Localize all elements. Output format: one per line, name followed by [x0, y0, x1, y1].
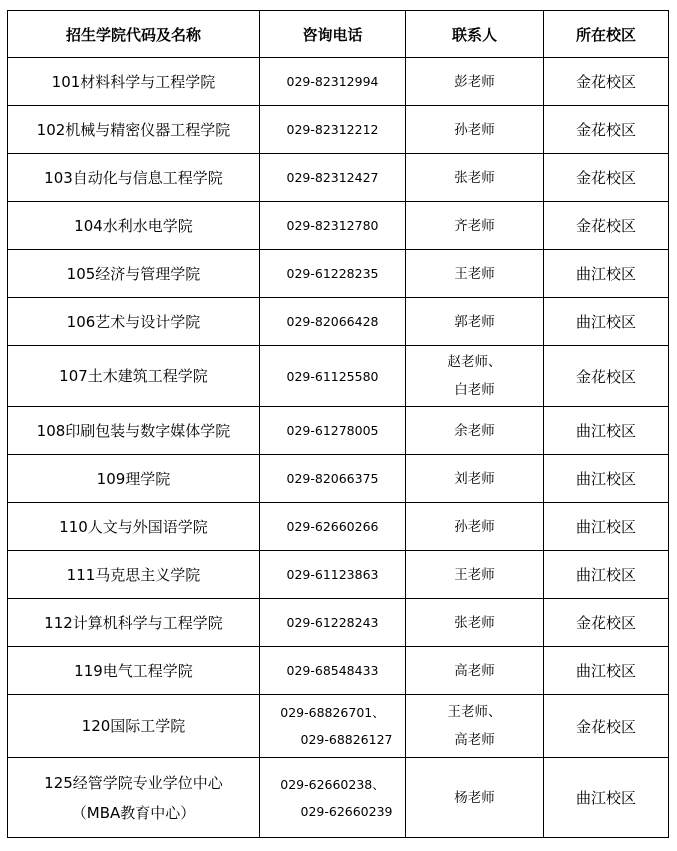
campus-cell: 金花校区 — [544, 58, 669, 106]
table-body — [8, 58, 669, 838]
phone-cell — [260, 407, 406, 455]
table-row — [8, 346, 669, 407]
phone-cell — [260, 250, 406, 298]
phone-cell-text: 029-61228243 — [286, 615, 379, 630]
campus-cell: 金花校区 — [544, 154, 669, 202]
phone-cell-text: 029-82312994 — [286, 74, 379, 89]
campus-cell: 金花校区 — [544, 695, 669, 758]
college-cell-text: 110人文与外国语学院 — [59, 517, 208, 536]
contact-cell-text: 郭老师 — [454, 313, 495, 330]
college-cell-text: 112计算机科学与工程学院 — [44, 613, 223, 632]
phone-cell-text: 029-61228235 — [286, 266, 379, 281]
contact-cell — [406, 551, 544, 599]
contact-cell-text: 刘老师 — [454, 470, 495, 487]
college-cell-text: 119电气工程学院 — [74, 661, 193, 680]
college-cell-text: 125经管学院专业学位中心 — [44, 773, 223, 792]
phone-cell-text: 029-62660238、 — [280, 776, 385, 792]
table-row — [8, 298, 669, 346]
contact-cell-text: 彭老师 — [454, 73, 495, 90]
campus-cell: 曲江校区 — [544, 455, 669, 503]
phone-cell — [260, 695, 406, 758]
table-row — [8, 503, 669, 551]
phone-cell-text: 029-61278005 — [286, 423, 379, 438]
table-row — [8, 202, 669, 250]
contact-cell — [406, 503, 544, 551]
college-cell-text: 106艺术与设计学院 — [66, 312, 201, 331]
college-cell — [8, 695, 260, 758]
college-cell-text: 105经济与管理学院 — [66, 264, 201, 283]
contact-cell — [406, 106, 544, 154]
contact-cell — [406, 154, 544, 202]
phone-cell-text: 029-61123863 — [286, 567, 379, 582]
admissions-contact-table — [7, 10, 669, 838]
contact-cell-text: 王老师 — [454, 265, 495, 282]
contact-cell-text: 高老师 — [454, 732, 495, 748]
contact-cell — [406, 647, 544, 695]
college-cell-text: 104水利水电学院 — [74, 216, 193, 235]
table-row — [8, 551, 669, 599]
phone-cell — [260, 298, 406, 346]
header-contact: 联系人 — [406, 11, 544, 58]
table-row — [8, 58, 669, 106]
contact-cell — [406, 599, 544, 647]
phone-cell — [260, 647, 406, 695]
phone-cell-text: 029-82066428 — [286, 314, 379, 329]
campus-cell: 曲江校区 — [544, 758, 669, 838]
table-header-row — [8, 11, 669, 58]
college-cell — [8, 202, 260, 250]
college-cell — [8, 551, 260, 599]
contact-cell — [406, 346, 544, 407]
phone-cell-text: 029-62660266 — [286, 519, 379, 534]
contact-cell — [406, 250, 544, 298]
phone-cell-text: 029-68826701、 — [280, 705, 385, 720]
phone-cell — [260, 346, 406, 407]
college-cell — [8, 250, 260, 298]
phone-cell — [260, 154, 406, 202]
college-cell — [8, 58, 260, 106]
header-college: 招生学院代码及名称 — [8, 11, 260, 58]
college-cell-text: 108印刷包装与数字媒体学院 — [36, 421, 231, 440]
campus-cell: 曲江校区 — [544, 503, 669, 551]
table-row — [8, 455, 669, 503]
contact-cell — [406, 455, 544, 503]
college-cell-text: 103自动化与信息工程学院 — [44, 168, 223, 187]
phone-cell-text: 029-82312427 — [286, 170, 379, 185]
contact-cell-text: 孙老师 — [454, 518, 495, 535]
contact-cell-text: 孙老师 — [454, 121, 495, 138]
table-row — [8, 154, 669, 202]
contact-cell — [406, 695, 544, 758]
college-cell — [8, 407, 260, 455]
contact-cell-text: 张老师 — [454, 614, 495, 631]
college-cell — [8, 503, 260, 551]
college-cell — [8, 298, 260, 346]
phone-cell — [260, 455, 406, 503]
contact-cell — [406, 298, 544, 346]
contact-cell-text: 王老师、 — [447, 704, 502, 720]
phone-cell — [260, 599, 406, 647]
college-cell-text: 109理学院 — [96, 469, 171, 488]
campus-cell: 金花校区 — [544, 106, 669, 154]
table-row — [8, 407, 669, 455]
campus-cell: 曲江校区 — [544, 647, 669, 695]
college-cell-text: （MBA教育中心） — [71, 803, 196, 822]
phone-cell — [260, 758, 406, 838]
contact-cell-text: 齐老师 — [454, 217, 495, 234]
college-cell-text: 120国际工学院 — [81, 717, 186, 735]
table-row — [8, 250, 669, 298]
contact-cell — [406, 58, 544, 106]
phone-cell-text: 029-61125580 — [286, 368, 379, 384]
phone-cell — [260, 202, 406, 250]
phone-cell-text: 029-82312780 — [286, 218, 379, 233]
phone-cell — [260, 58, 406, 106]
table-row — [8, 695, 669, 758]
phone-cell — [260, 551, 406, 599]
contact-cell-text: 赵老师、 — [447, 354, 502, 370]
contact-cell — [406, 758, 544, 838]
phone-cell-text: 029-82066375 — [286, 471, 379, 486]
contact-cell-text: 余老师 — [454, 422, 495, 439]
phone-cell-text: 029-68548433 — [286, 663, 379, 678]
college-cell-text: 102机械与精密仪器工程学院 — [36, 120, 231, 139]
campus-cell: 曲江校区 — [544, 298, 669, 346]
table-row — [8, 106, 669, 154]
phone-cell-text: 029-82312212 — [286, 122, 379, 137]
contact-cell — [406, 202, 544, 250]
college-cell — [8, 599, 260, 647]
campus-cell: 曲江校区 — [544, 551, 669, 599]
contact-cell-text: 张老师 — [454, 169, 495, 186]
contact-cell-text: 白老师 — [454, 382, 495, 398]
header-phone: 咨询电话 — [260, 11, 406, 58]
phone-cell — [260, 503, 406, 551]
table-row — [8, 647, 669, 695]
college-cell — [8, 455, 260, 503]
campus-cell: 曲江校区 — [544, 250, 669, 298]
campus-cell: 金花校区 — [544, 346, 669, 407]
college-cell — [8, 154, 260, 202]
contact-cell — [406, 407, 544, 455]
campus-cell: 曲江校区 — [544, 407, 669, 455]
college-cell — [8, 346, 260, 407]
college-cell-text: 111马克思主义学院 — [66, 565, 201, 584]
phone-cell — [260, 106, 406, 154]
college-cell-text: 101材料科学与工程学院 — [51, 72, 216, 91]
contact-cell-text: 王老师 — [454, 566, 495, 583]
college-cell-text: 107土木建筑工程学院 — [59, 367, 208, 385]
campus-cell: 金花校区 — [544, 202, 669, 250]
campus-cell: 金花校区 — [544, 599, 669, 647]
college-cell — [8, 106, 260, 154]
table-row — [8, 758, 669, 838]
contact-cell-text: 杨老师 — [454, 789, 495, 806]
table-row — [8, 599, 669, 647]
phone-cell-text: 029-68826127 — [300, 732, 393, 747]
contact-cell-text: 高老师 — [454, 662, 495, 679]
college-cell — [8, 758, 260, 838]
header-campus: 所在校区 — [544, 11, 669, 58]
college-cell — [8, 647, 260, 695]
phone-cell-text: 029-62660239 — [300, 803, 393, 819]
